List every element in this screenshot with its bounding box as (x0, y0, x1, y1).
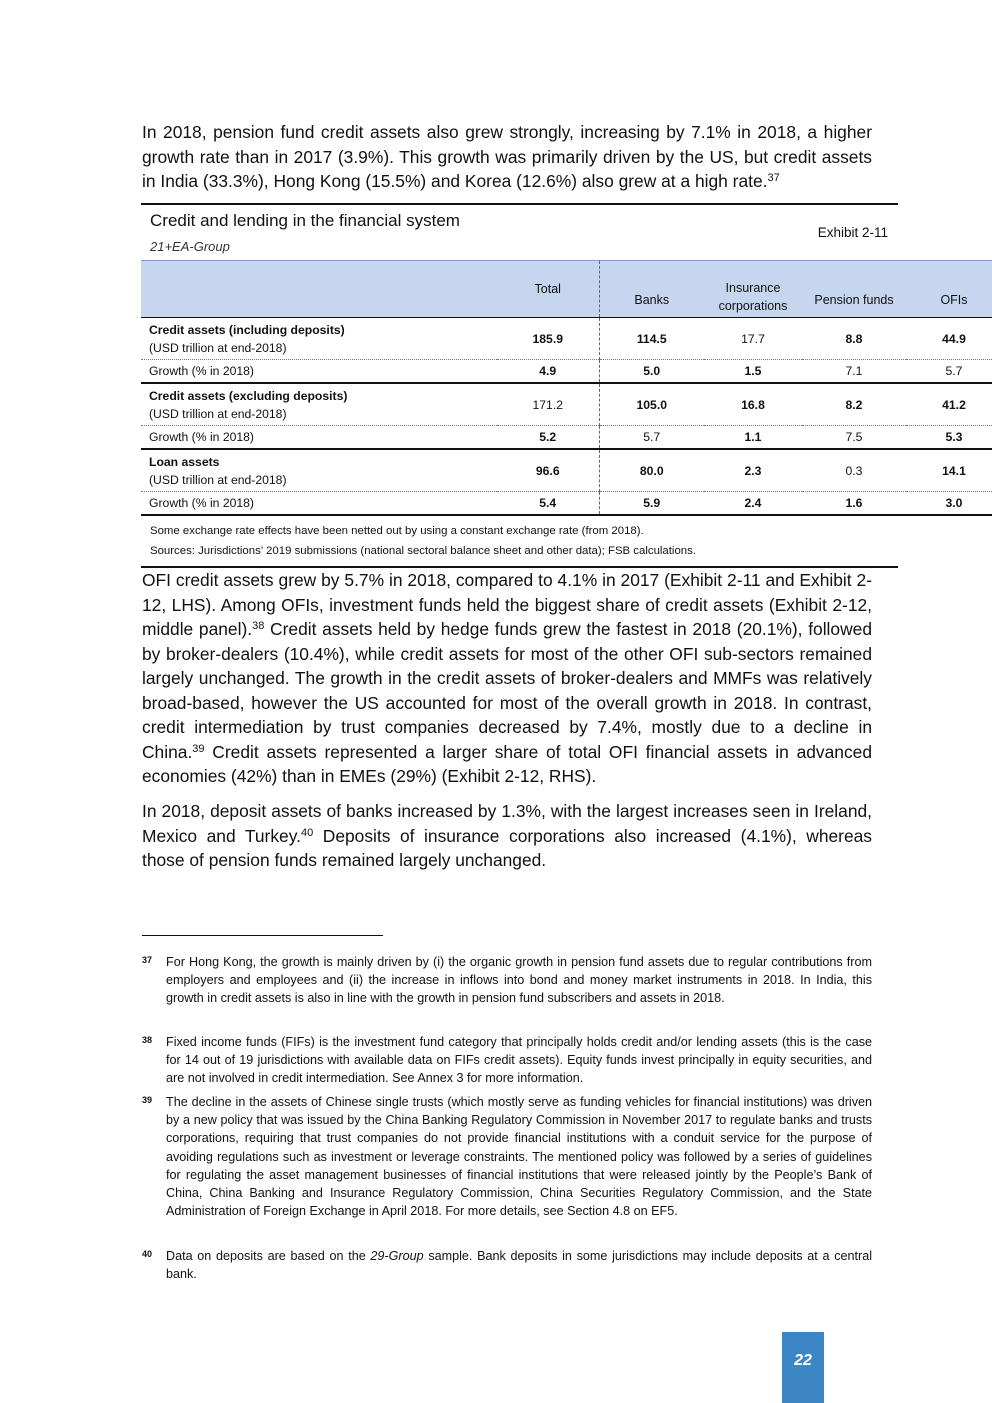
row-label: Growth (% in 2018) (141, 426, 497, 450)
col-header-pension: Pension funds (802, 261, 906, 318)
footnote-number: 39 (142, 1095, 153, 1105)
cell-ofis: 5.7 (906, 360, 992, 384)
cell-banks: 114.5 (636, 331, 667, 346)
cell-insurance: 1.5 (704, 360, 802, 384)
deposits-paragraph: In 2018, deposit assets of banks increased by 1.3%, with the largest increases seen in Ireland, Mexico and Turkey.$^{40}$ Deposits of insurance corporations also increased (4.1%), whereas those of pension funds remained largely unchanged. (142, 801, 873, 870)
footnote-number: 38 (142, 1035, 153, 1045)
cell-banks: 5.0 (599, 360, 704, 384)
cell-total: 5.2 (497, 426, 599, 450)
cell-pension: 1.6 (802, 492, 906, 516)
footnote-ref[interactable]: 40 (300, 826, 314, 839)
exhibit-number: Exhibit 2-11 (817, 225, 888, 240)
cell-ofis: 44.9 (942, 331, 966, 346)
cell-banks: 5.7 (599, 426, 704, 450)
row-label: Credit assets (including deposits) (USD trillion at end-2018) (149, 322, 345, 355)
ofi-paragraph: OFI credit assets grew by 5.7% in 2018, compared to 4.1% in 2017 (Exhibit 2-11 and Exhibit 2-12, LHS). Among OFIs, investment funds held the biggest share of credit assets (Exhibit 2-12, middle panel).$^{38}$ Credit assets held by hedge funds grew the fastest in 2018 (20.1%), followed by broker-dealers (10.4%), while credit assets for most of the other OFI sub-sectors remained largely unchanged. The growth in the credit assets of broker-dealers and MMFs was relatively broad-based, however the US accounted for most of the overall growth in 2018. In contrast, credit intermediation by trust companies decreased by 7.4%, mostly due to a decline in China.$^{39}$ Credit assets represented a larger share of total OFI financial assets in advanced economies (42%) than in EMEs (29%) (Exhibit 2-12, RHS). (142, 570, 872, 786)
footnote-number: 40 (142, 1249, 153, 1259)
cell-insurance: 2.4 (704, 492, 802, 516)
cell-ofis: 41.2 (942, 397, 966, 412)
footnote-text: Data on deposits are based on the 29-Group sample. Bank deposits in some jurisdictions may include deposits at a central bank. (166, 1249, 872, 1282)
footnote-38 (142, 1033, 872, 1088)
col-header-label (141, 261, 497, 318)
cell-banks: 80.0 (639, 463, 664, 478)
cell-pension: 7.5 (802, 426, 906, 450)
cell-pension: 7.1 (802, 360, 906, 384)
footnote-40 (142, 1247, 872, 1283)
table-header-row (141, 261, 992, 318)
footnote-text: Fixed income funds (FIFs) is the investment fund category that principally holds credit and/or lending assets (this is the case for 14 out of 19 jurisdictions with available data on FIFs credit assets). Equity funds invest principally in equity securities, and are not involved in credit intermediation. See Annex 3 for more information. (166, 1035, 872, 1086)
exhibit-title: Credit and lending in the financial system (150, 211, 460, 230)
footnote-ref[interactable]: 39 (192, 742, 205, 755)
col-header-total: Total (497, 261, 599, 318)
cell-insurance: 16.8 (741, 397, 765, 412)
table-row (141, 383, 992, 426)
table-row (141, 492, 992, 516)
cell-ofis: 14.1 (942, 463, 966, 478)
cell-total: 96.6 (497, 449, 599, 492)
footnote-ref[interactable]: 37 (767, 172, 780, 184)
page-number: 22 (782, 1332, 824, 1403)
exhibit-subtitle: 21+EA-Group (150, 239, 230, 254)
col-header-banks: Banks (599, 261, 704, 318)
cell-total: 5.4 (497, 492, 599, 516)
cell-ofis: 5.3 (906, 426, 992, 450)
row-label: Loan assets (USD trillion at end-2018) (149, 454, 287, 487)
cell-banks: 105.0 (636, 397, 667, 412)
table-row (141, 318, 992, 360)
table-row (141, 360, 992, 384)
cell-ofis: 3.0 (906, 492, 992, 516)
exhibit-note: Some exchange rate effects have been netted out by using a constant exchange rate (from 2018). (150, 525, 644, 537)
footnote-37 (142, 953, 872, 1008)
exhibit-notes (141, 516, 898, 568)
cell-pension: 8.2 (845, 397, 863, 412)
cell-total: 185.9 (497, 318, 599, 360)
cell-banks: 5.9 (599, 492, 704, 516)
col-header-insurance: Insurance corporations (704, 261, 802, 318)
footnote-text: The decline in the assets of Chinese single trusts (which mostly serve as funding vehicles for financial institutions) was driven by a new policy that was issued by the China Banking Regulatory Commission in November 2017 to regulate banks and trusts corporations, requiring that trust companies do not provide financial institutions with a conduit service for the purpose of avoiding regulations such as investment or leverage constraints. The mentioned policy was followed by a series of guidelines for regulating the asset management businesses of financial institutions that were released jointly by the People’s Bank of China, China Banking and Insurance Regulatory Commission, China Securities Regulatory Commission, and the State Administration of Foreign Exchange in April 2018. For more details, see Section 4.8 on EF5. (166, 1095, 872, 1219)
cell-total: 4.9 (497, 360, 599, 384)
cell-pension: 0.3 (845, 463, 863, 478)
footnote-ref[interactable]: 38 (252, 620, 265, 632)
row-label: Growth (% in 2018) (141, 492, 497, 516)
exhibit-sources: Sources: Jurisdictions’ 2019 submissions (national sectoral balance sheet and other data); FSB calculations. (150, 545, 696, 557)
table-row (141, 449, 992, 492)
table-row (141, 426, 992, 450)
credit-table (141, 260, 992, 516)
exhibit-header (141, 203, 898, 260)
col-header-ofis: OFIs (906, 261, 992, 318)
cell-pension: 8.8 (845, 331, 863, 346)
cell-insurance: 2.3 (744, 463, 762, 478)
footnote-text: For Hong Kong, the growth is mainly driven by (i) the organic growth in pension fund assets due to regular contributions from employers and employees and (ii) the increase in inflows into bond and money market instruments in 2018. In India, this growth in credit assets is also in line with the growth in pension fund subscribers and assets in 2018. (166, 955, 872, 1006)
row-label: Growth (% in 2018) (141, 360, 497, 384)
row-label: Credit assets (excluding deposits) (USD trillion at end-2018) (149, 388, 348, 421)
footnote-number: 37 (142, 955, 153, 965)
footnote-39 (142, 1093, 872, 1220)
cell-insurance: 1.1 (704, 426, 802, 450)
cell-total: 171.2 (497, 383, 599, 426)
intro-paragraph: In 2018, pension fund credit assets also grew strongly, increasing by 7.1% in 2018, a higher growth rate than in 2017 (3.9%). This growth was primarily driven by the US, but credit assets in India (33.3%), Hong Kong (15.5%) and Korea (12.6%) also grew at a high rate.$^{37}$ (142, 122, 872, 191)
cell-insurance: 17.7 (741, 331, 765, 346)
footnote-separator (142, 935, 383, 936)
exhibit-table (141, 203, 968, 568)
